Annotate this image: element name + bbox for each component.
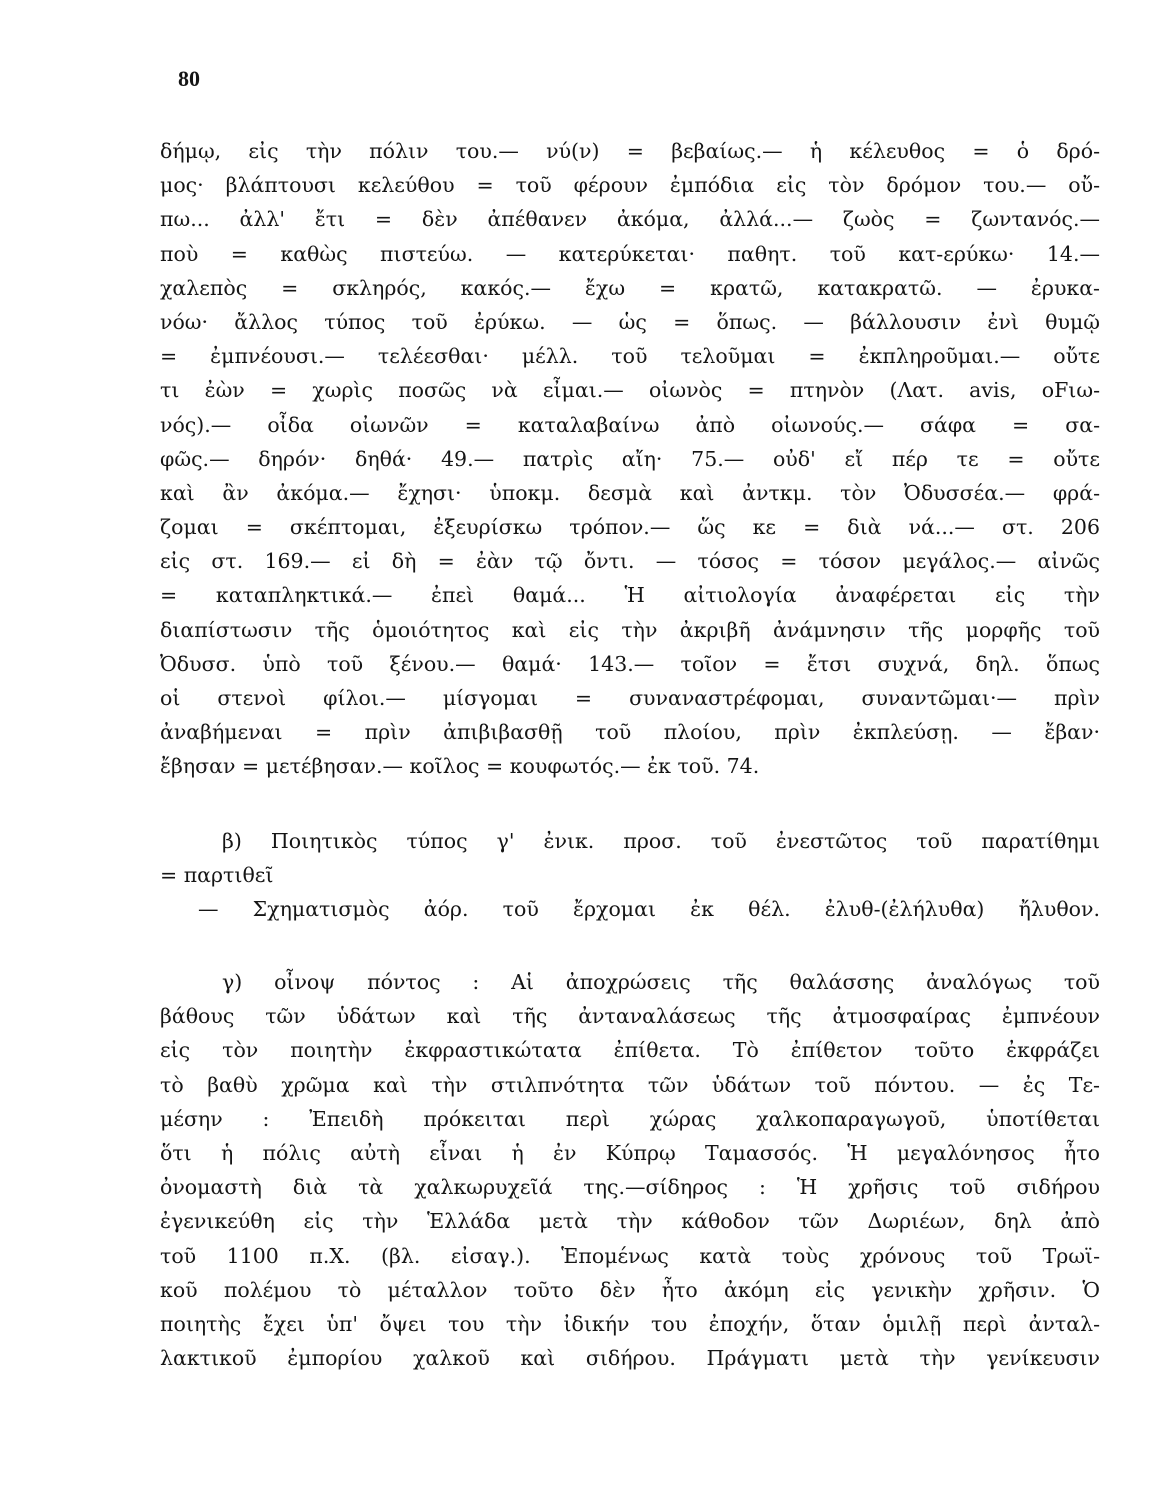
text-line: β) Ποιητικὸς τύπος γ' ἐνικ. προσ. τοῦ ἐνεστῶτος τοῦ παρατίθημι — [222, 829, 1100, 853]
text-line: ἐγενικεύθη εἰς τὴν Ἑλλάδα μετὰ τὴν κάθοδον τῶν Δωριέων, δηλ ἀπὸ — [160, 1209, 1100, 1234]
text-line: εἰς τὸν ποιητὴν ἐκφραστικώτατα ἐπίθετα. Τὸ ἐπίθετον τοῦτο ἐκφράζει — [160, 1038, 1100, 1063]
text-line: κοῦ πολέμου τὸ μέταλλον τοῦτο δὲν ἦτο ἀκόμη εἰς γενικὴν χρῆσιν. Ὁ — [160, 1277, 1100, 1302]
text-line: πω... ἀλλ' ἔτι = δὲν ἀπέθανεν ἀκόμα, ἀλλά...— ζωὸς = ζωντανός.— — [160, 207, 1100, 232]
text-line: τὸ βαθὺ χρῶμα καὶ τὴν στιλπνότητα τῶν ὑδάτων τοῦ πόντου. — ἐς Τε- — [160, 1072, 1100, 1097]
text-line: φῶς.— δηρόν· δηθά· 49.— πατρὶς αἴη· 75.— οὐδ' εἴ πέρ τε = οὔτε — [160, 446, 1100, 471]
text-line: = καταπληκτικά.— ἐπεὶ θαμά... Ἡ αἰτιολογία ἀναφέρεται εἰς τὴν — [160, 583, 1100, 608]
text-line: δήμῳ, εἰς τὴν πόλιν του.— νύ(ν) = βεβαίως.— ἡ κέλευθος = ὁ δρό- — [160, 139, 1100, 163]
text-line: λακτικοῦ ἐμπορίου χαλκοῦ καὶ σιδήρου. Πράγματι μετὰ τὴν γενίκευσιν — [160, 1346, 1100, 1371]
page-number: 80 — [178, 66, 200, 91]
text-line: εἰς στ. 169.— εἰ δὴ = ἐὰν τῷ ὄντι. — τόσος = τόσον μεγάλος.— αἰνῶς — [160, 549, 1100, 574]
text-line: μέσην : Ἐπειδὴ πρόκειται περὶ χώρας χαλκοπαραγωγοῦ, ὑποτίθεται — [160, 1106, 1100, 1131]
text-line: τοῦ 1100 π.Χ. (βλ. εἰσαγ.). Ἑπομένως κατὰ τοὺς χρόνους τοῦ Τρωϊ- — [160, 1243, 1100, 1268]
section-c — [160, 965, 1100, 1375]
text-line: μος· βλάπτουσι κελεύθου = τοῦ φέρουν ἐμπόδια εἰς τὸν δρόμον του.— οὔ- — [160, 173, 1100, 198]
text-line: καὶ ἂν ἀκόμα.— ἔχησι· ὑποκμ. δεσμὰ καὶ ἀντκμ. τὸν Ὀδυσσέα.— φρά- — [160, 480, 1100, 505]
text-line: ὅτι ἡ πόλις αὐτὴ εἶναι ἡ ἐν Κύπρῳ Ταμασσός. Ἡ μεγαλόνησος ἦτο — [160, 1140, 1100, 1165]
text-line: — Σχηματισμὸς ἀόρ. τοῦ ἔρχομαι ἐκ θέλ. ἐλυθ-(ἐλήλυθα) ἤλυθον. — [198, 897, 1100, 922]
text-line: νός).— οἶδα οἰωνῶν = καταλαβαίνω ἀπὸ οἰωνούς.— σάφα = σα- — [160, 412, 1100, 437]
text-line: ἀναβήμεναι = πρὶν ἀπιβιβασθῇ τοῦ πλοίου, πρὶν ἐκπλεύσῃ. — ἔβαν· — [160, 720, 1100, 745]
text-line: ἔβησαν = μετέβησαν.— κοῖλος = κουφωτός.— ἐκ τοῦ. 74. — [160, 754, 760, 779]
text-line: νόω· ἄλλος τύπος τοῦ ἐρύκω. — ὡς = ὅπως. — βάλλουσιν ἐνὶ θυμῷ — [160, 309, 1100, 334]
text-line: = ἐμπνέουσι.— τελέεσθαι· μέλλ. τοῦ τελοῦμαι = ἐκπληροῦμαι.— οὔτε — [160, 344, 1100, 369]
text-line: ποιητὴς ἔχει ὑπ' ὄψει του τὴν ἰδικήν του ἐποχήν, ὅταν ὁμιλῇ περὶ ἀνταλ- — [160, 1311, 1100, 1336]
text-line: χαλεπὸς = σκληρός, κακός.— ἔχω = κρατῶ, κατακρατῶ. — ἐρυκα- — [160, 275, 1100, 300]
text-line: γ) οἶνοψ πόντος : Αἱ ἀποχρώσεις τῆς θαλάσσης ἀναλόγως τοῦ — [222, 970, 1100, 994]
text-line: βάθους τῶν ὑδάτων καὶ τῆς ἀνταναλάσεως τῆς ἀτμοσφαίρας ἐμπνέουν — [160, 1004, 1100, 1029]
text-line: τι ἐὼν = χωρὶς ποσῶς νὰ εἶμαι.— οἰωνὸς = πτηνὸν (Λατ. avis, οFιω- — [160, 378, 1100, 403]
text-line: οἱ στενοὶ φίλοι.— μίσγομαι = συναναστρέφομαι, συναντῶμαι·— πρὶν — [160, 686, 1100, 710]
section-a — [160, 134, 1100, 784]
text-line: ὀνομαστὴ διὰ τὰ χαλκωρυχεῖά της.—σίδηρος : Ἡ χρῆσις τοῦ σιδήρου — [160, 1175, 1100, 1200]
text-line: ποὺ = καθὼς πιστεύω. — κατερύκεται· παθητ. τοῦ κατ-ερύκω· 14.— — [160, 241, 1100, 266]
text-line: διαπίστωσιν τῆς ὁμοιότητος καὶ εἰς τὴν ἀκριβῆ ἀνάμνησιν τῆς μορφῆς τοῦ — [160, 617, 1100, 642]
text-line: ζομαι = σκέπτομαι, ἐξευρίσκω τρόπον.— ὥς κε = διὰ νά...— στ. 206 — [160, 515, 1100, 540]
text-line: = παρτιθεῖ — [160, 863, 274, 888]
text-line: Ὀδυσσ. ὑπὸ τοῦ ξένου.— θαμά· 143.— τοῖον = ἔτσι συχνά, δηλ. ὅπως — [160, 651, 1100, 676]
section-b — [160, 824, 1100, 927]
